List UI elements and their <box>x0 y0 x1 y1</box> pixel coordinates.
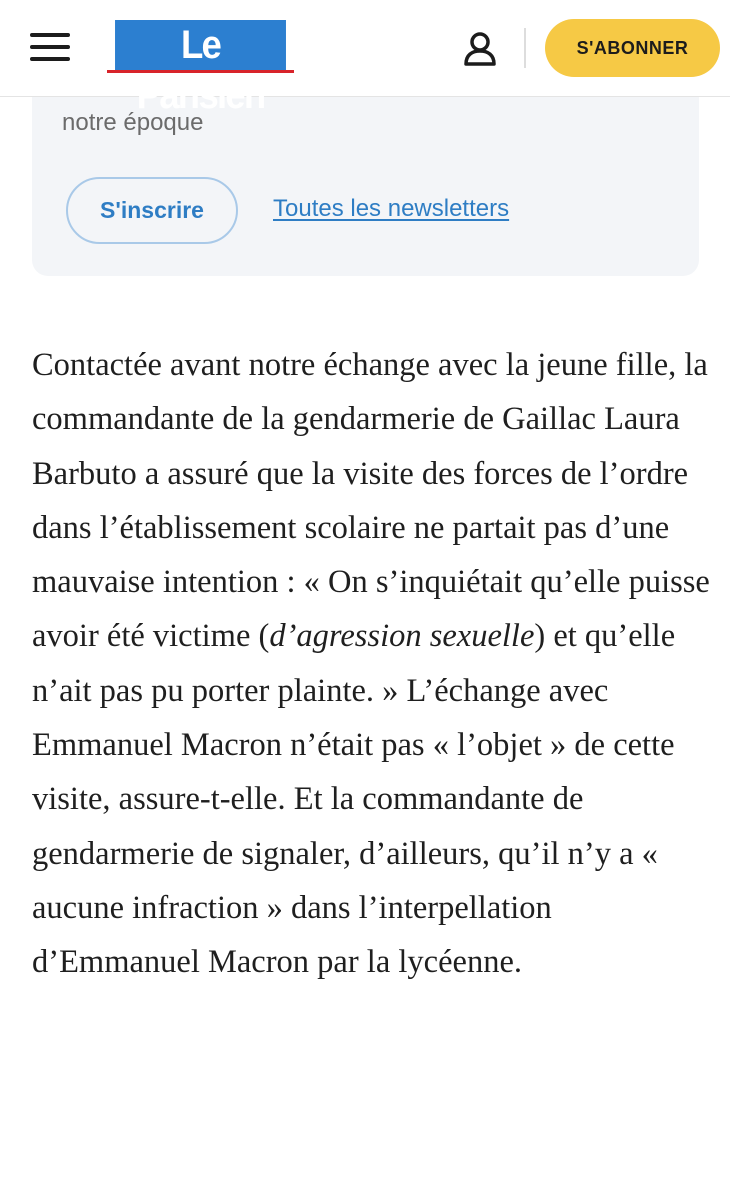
site-header <box>0 0 730 117</box>
article-text-part2: ) et qu’elle n’ait pas pu porter plainte. » L’échange avec Emmanuel Macron n’était pas « l’objet » de cette visite, assure-t-elle. Et la commandante de gendarmerie de signaler, d’ailleurs, qu’il n’y a « aucune infraction » dans l’interpellation d’Emmanuel Macron par la lycéenne. <box>32 618 676 981</box>
hamburger-menu-icon[interactable] <box>30 31 70 63</box>
signup-button[interactable]: S'inscrire <box>66 177 238 244</box>
subscribe-button[interactable]: S'ABONNER <box>545 19 720 77</box>
all-newsletters-link[interactable]: Toutes les newsletters <box>273 195 510 222</box>
logo-underline <box>107 70 294 73</box>
site-logo[interactable] <box>107 20 294 117</box>
article-text-italic: d’agression sexuelle <box>269 618 535 655</box>
logo-text: Le Parisien <box>115 20 286 70</box>
user-account-icon[interactable] <box>461 29 499 67</box>
header-divider <box>524 28 526 68</box>
article-paragraph <box>32 338 712 990</box>
newsletter-description: notre époque <box>62 109 204 136</box>
article-text-part1: Contactée avant notre échange avec la jeune fille, la commandante de la gendarmerie de Gaillac Laura Barbuto a assuré que la visite des forces de l’ordre dans l’établissement scolaire ne partait pas d’une mauvaise intention : « On s’inquiétait qu’elle puisse avoir été victime ( <box>32 347 710 655</box>
